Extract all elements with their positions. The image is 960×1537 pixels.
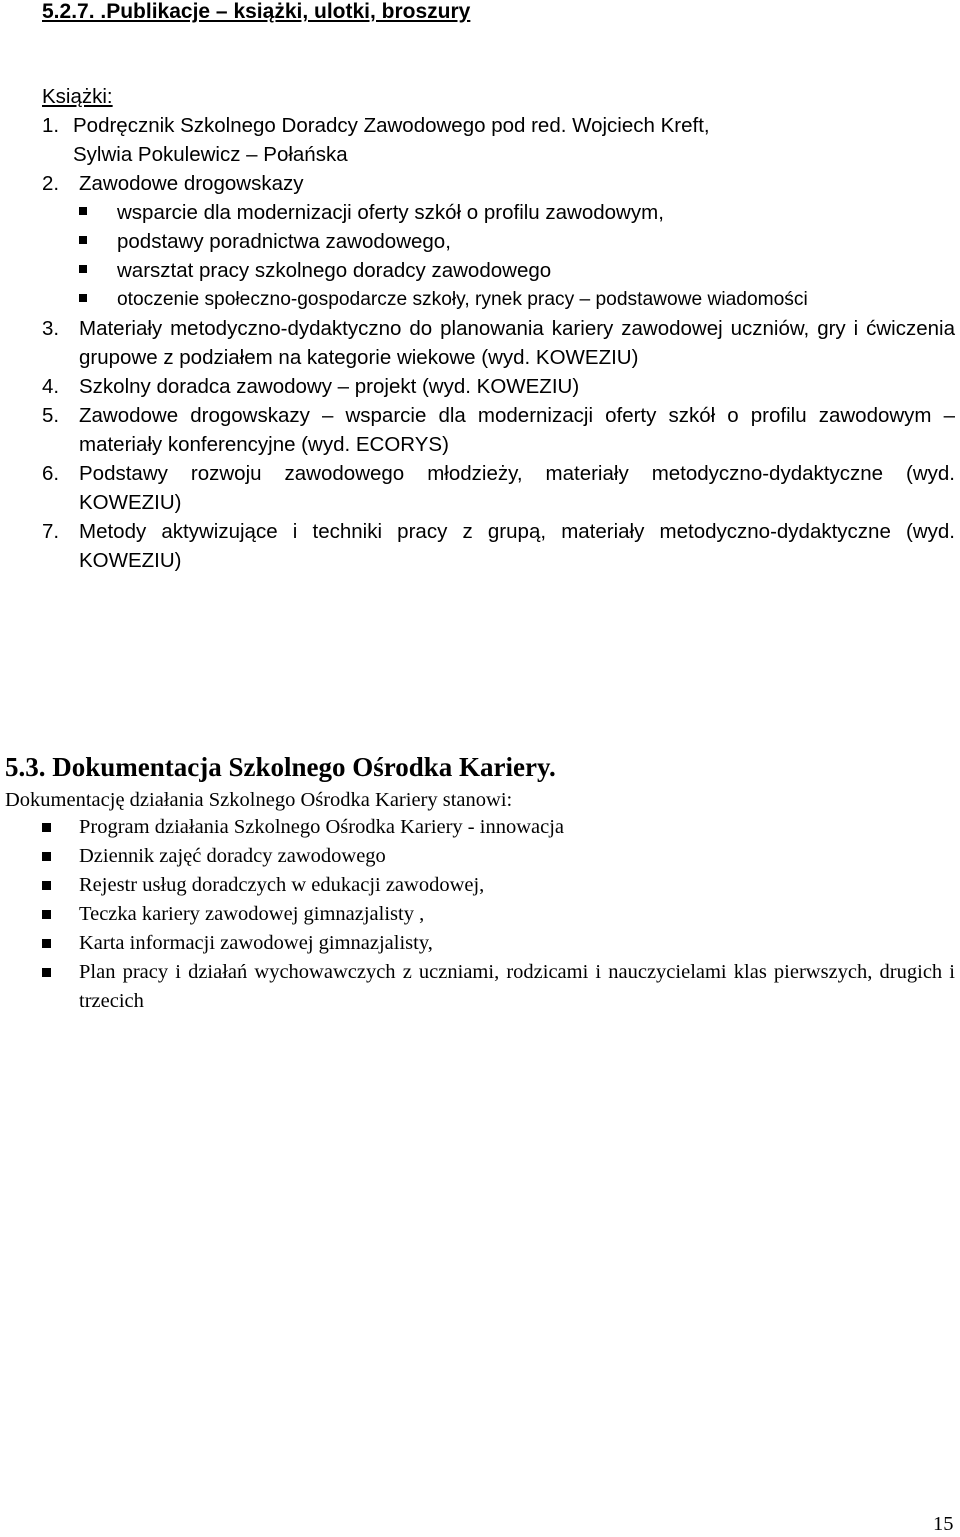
list-item-text: Podstawy rozwoju zawodowego młodzieży, materiały metodyczno-dydaktyczne (wyd. KOWEZIU) — [79, 462, 955, 514]
list-number: 3. — [42, 317, 60, 340]
list-number: 7. — [42, 520, 60, 543]
bullet-square-icon — [42, 881, 51, 890]
list-item-text: Zawodowe drogowskazy – wsparcie dla modernizacji oferty szkół o profilu zawodowym – materiały konferencyjne (wyd. ECORYS) — [79, 404, 955, 456]
documentation-item: Dziennik zajęć doradcy zawodowego — [79, 845, 386, 867]
list-number: 6. — [42, 462, 60, 485]
books-label: Książki: — [42, 85, 113, 108]
list-number: 5. — [42, 404, 60, 427]
bullet-square-icon — [42, 939, 51, 948]
section-heading-documentation: 5.3. Dokumentacja Szkolnego Ośrodka Kariery. — [5, 752, 556, 782]
bullet-square-icon — [79, 236, 87, 244]
documentation-item: Rejestr usług doradczych w edukacji zawodowej, — [79, 874, 485, 896]
page-number: 15 — [933, 1513, 954, 1535]
list-item-text: Podręcznik Szkolnego Doradcy Zawodowego pod red. Wojciech Kreft, — [73, 114, 710, 137]
sub-list-item: podstawy poradnictwa zawodowego, — [117, 230, 451, 253]
bullet-square-icon — [42, 852, 51, 861]
list-item-text: Metody aktywizujące i techniki pracy z grupą, materiały metodyczno-dydaktyczne (wyd. KOWEZIU) — [79, 520, 955, 572]
bullet-square-icon — [79, 265, 87, 273]
intro-text: Dokumentację działania Szkolnego Ośrodka Kariery stanowi: — [5, 789, 513, 811]
section-heading-publications: 5.2.7. .Publikacje – książki, ulotki, broszury — [42, 0, 471, 23]
sub-list-item: otoczenie społeczno-gospodarcze szkoły, rynek pracy – podstawowe wiadomości — [117, 289, 808, 310]
list-number: 4. — [42, 375, 60, 398]
bullet-square-icon — [79, 207, 87, 215]
documentation-item: Teczka kariery zawodowej gimnazjalisty , — [79, 903, 425, 925]
bullet-square-icon — [42, 968, 51, 977]
list-number: 1. — [42, 114, 60, 137]
bullet-square-icon — [79, 294, 87, 302]
list-item-text-continued: Sylwia Pokulewicz – Połańska — [73, 143, 348, 166]
list-item-text: Zawodowe drogowskazy — [79, 172, 304, 195]
list-number: 2. — [42, 172, 60, 195]
documentation-item: Karta informacji zawodowej gimnazjalisty, — [79, 932, 433, 954]
sub-list-item: wsparcie dla modernizacji oferty szkół o profilu zawodowym, — [117, 201, 664, 224]
documentation-item: Program działania Szkolnego Ośrodka Kariery - innowacja — [79, 816, 565, 838]
list-item-text: Szkolny doradca zawodowy – projekt (wyd. KOWEZIU) — [79, 375, 580, 398]
documentation-item: Plan pracy i działań wychowawczych z uczniami, rodzicami i nauczycielami klas pierwszych, drugich i trzecich — [79, 961, 955, 1012]
bullet-square-icon — [42, 823, 51, 832]
list-item-text: Materiały metodyczno-dydaktyczno do planowania kariery zawodowej uczniów, gry i ćwiczenia grupowe z podziałem na kategorie wiekowe (wyd. KOWEZIU) — [79, 317, 955, 369]
sub-list-item: warsztat pracy szkolnego doradcy zawodowego — [117, 259, 552, 282]
bullet-square-icon — [42, 910, 51, 919]
